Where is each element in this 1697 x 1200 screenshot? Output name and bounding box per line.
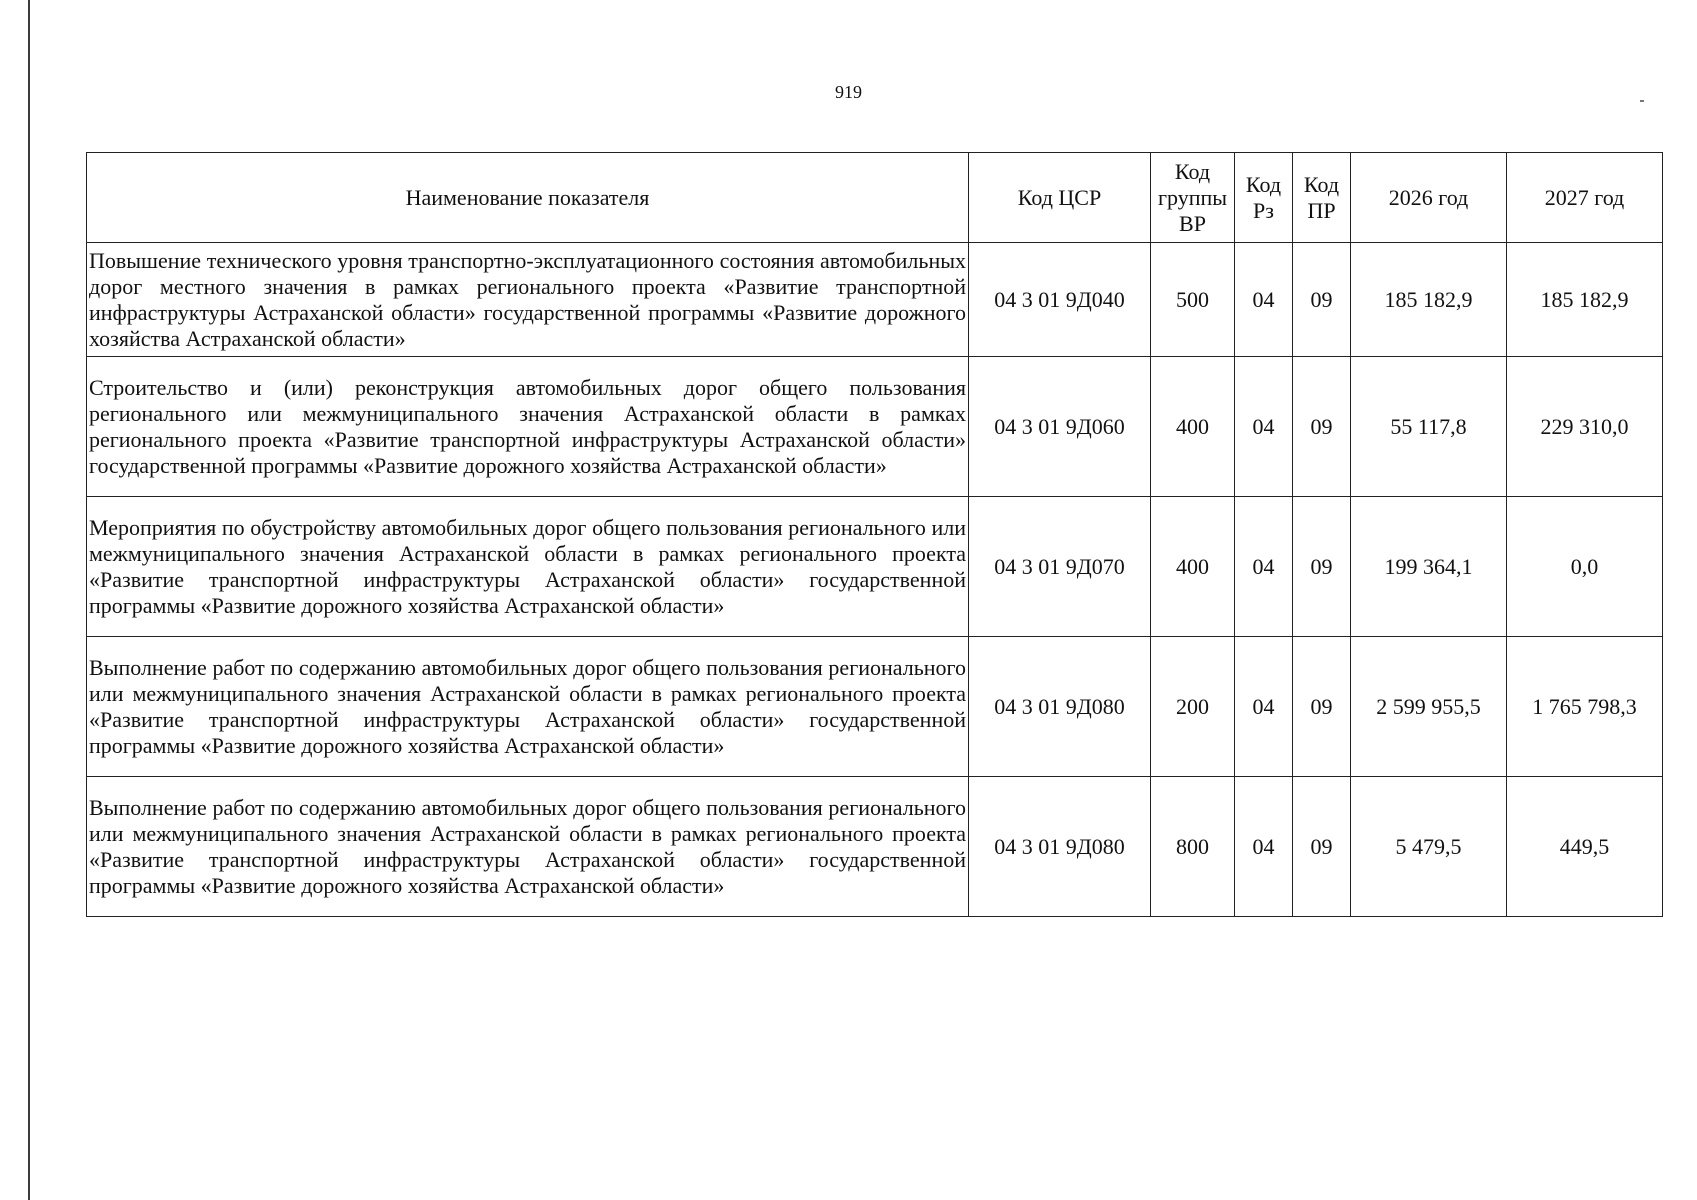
- row-csr: 04 3 01 9Д080: [969, 637, 1151, 777]
- row-vr: 200: [1151, 637, 1235, 777]
- header-csr: Код ЦСР: [969, 153, 1151, 243]
- header-rz: Код Рз: [1235, 153, 1293, 243]
- header-2026: 2026 год: [1351, 153, 1507, 243]
- row-2027: 185 182,9: [1507, 243, 1663, 357]
- row-name: Выполнение работ по содержанию автомобильных дорог общего пользования регионального или межмуниципального значения Астраханской области в рамках регионального проекта «Развитие транспортной инфраструктуры Астраханской области» государственной программы «Развитие дорожного хозяйства Астраханской области»: [87, 777, 969, 917]
- row-csr: 04 3 01 9Д040: [969, 243, 1151, 357]
- row-name: Мероприятия по обустройству автомобильных дорог общего пользования регионального или межмуниципального значения Астраханской области в рамках регионального проекта «Развитие транспортной инфраструктуры Астраханской области» государственной программы «Развитие дорожного хозяйства Астраханской области»: [87, 497, 969, 637]
- row-name: Повышение технического уровня транспортно-эксплуатационного состояния автомобильных дорог местного значения в рамках регионального проекта «Развитие транспортной инфраструктуры Астраханской области» государственной программы «Развитие дорожного хозяйства Астраханской области»: [87, 243, 969, 357]
- row-csr: 04 3 01 9Д060: [969, 357, 1151, 497]
- table-row: [87, 637, 1663, 777]
- row-2026: 2 599 955,5: [1351, 637, 1507, 777]
- table-row: [87, 243, 1663, 357]
- row-name: Выполнение работ по содержанию автомобильных дорог общего пользования регионального или межмуниципального значения Астраханской области в рамках регионального проекта «Развитие транспортной инфраструктуры Астраханской области» государственной программы «Развитие дорожного хозяйства Астраханской области»: [87, 637, 969, 777]
- row-2027: 1 765 798,3: [1507, 637, 1663, 777]
- header-2027: 2027 год: [1507, 153, 1663, 243]
- row-vr: 400: [1151, 357, 1235, 497]
- table-row: [87, 777, 1663, 917]
- scan-edge-line: [28, 0, 30, 1200]
- row-2026: 55 117,8: [1351, 357, 1507, 497]
- row-2026: 5 479,5: [1351, 777, 1507, 917]
- row-pr: 09: [1293, 637, 1351, 777]
- row-rz: 04: [1235, 777, 1293, 917]
- row-csr: 04 3 01 9Д070: [969, 497, 1151, 637]
- row-2026: 199 364,1: [1351, 497, 1507, 637]
- row-rz: 04: [1235, 637, 1293, 777]
- header-pr: Код ПР: [1293, 153, 1351, 243]
- row-2027: 0,0: [1507, 497, 1663, 637]
- header-name: Наименование показателя: [87, 153, 969, 243]
- row-vr: 400: [1151, 497, 1235, 637]
- row-vr: 500: [1151, 243, 1235, 357]
- row-csr: 04 3 01 9Д080: [969, 777, 1151, 917]
- row-rz: 04: [1235, 243, 1293, 357]
- row-2027: 229 310,0: [1507, 357, 1663, 497]
- row-vr: 800: [1151, 777, 1235, 917]
- row-rz: 04: [1235, 497, 1293, 637]
- row-pr: 09: [1293, 357, 1351, 497]
- budget-table: [86, 152, 1663, 917]
- row-rz: 04: [1235, 357, 1293, 497]
- row-pr: 09: [1293, 497, 1351, 637]
- row-pr: 09: [1293, 777, 1351, 917]
- row-2026: 185 182,9: [1351, 243, 1507, 357]
- row-name: Строительство и (или) реконструкция автомобильных дорог общего пользования регионального или межмуниципального значения Астраханской области в рамках регионального проекта «Развитие транспортной инфраструктуры Астраханской области» государственной программы «Развитие дорожного хозяйства Астраханской области»: [87, 357, 969, 497]
- table-row: [87, 357, 1663, 497]
- table-header-row: [87, 153, 1663, 243]
- row-pr: 09: [1293, 243, 1351, 357]
- table-row: [87, 497, 1663, 637]
- page-number: 919: [835, 82, 862, 102]
- header-vr: Код группы ВР: [1151, 153, 1235, 243]
- row-2027: 449,5: [1507, 777, 1663, 917]
